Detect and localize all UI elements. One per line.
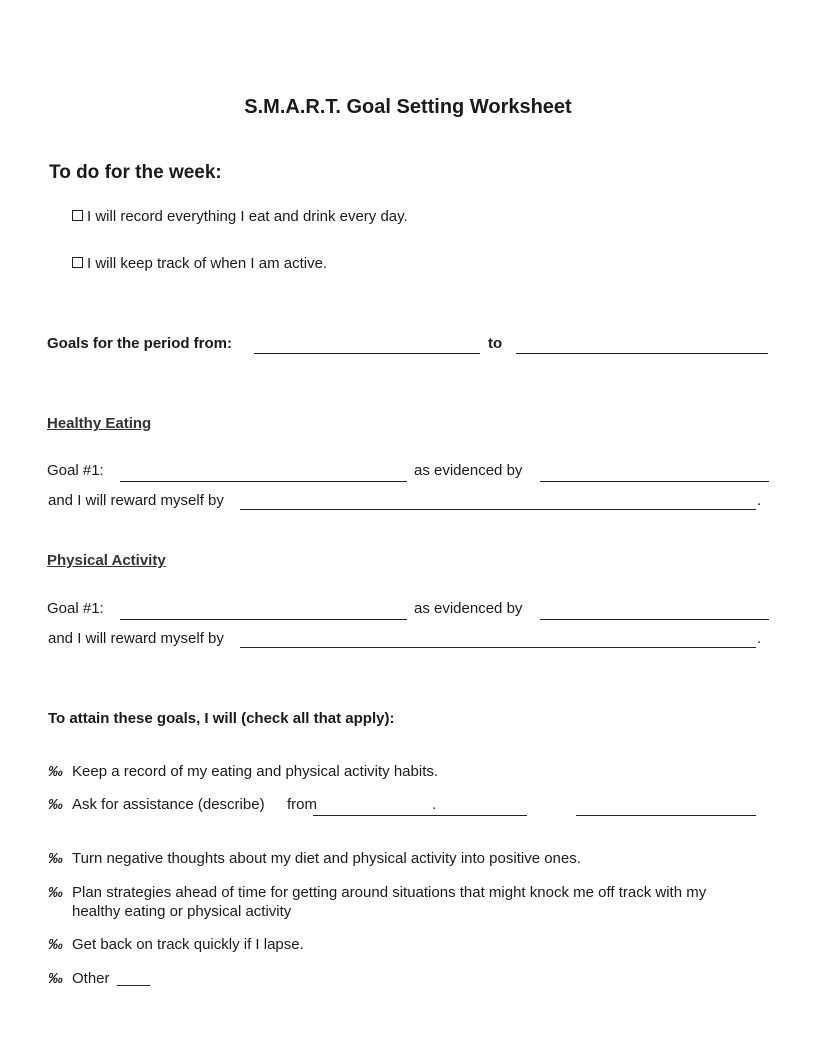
physical-evidence-field[interactable]	[540, 619, 769, 620]
physical-reward-label: and I will reward myself by	[48, 630, 224, 647]
attain-item-2: Ask for assistance (describe)	[72, 796, 265, 813]
period-to-label: to	[488, 335, 503, 352]
period-to-field[interactable]	[516, 353, 768, 354]
physical-period-mark: .	[757, 630, 762, 647]
assist-extra-field[interactable]	[576, 815, 756, 816]
physical-goal-field[interactable]	[120, 619, 407, 620]
page-title: S.M.A.R.T. Goal Setting Worksheet	[244, 96, 572, 118]
physical-activity-heading: Physical Activity	[47, 552, 166, 569]
checkbox-bullet-icon[interactable]: ‰	[48, 884, 63, 901]
checkbox-bullet-icon[interactable]: ‰	[48, 796, 63, 813]
physical-reward-field[interactable]	[240, 647, 756, 648]
assist-dot: .	[432, 796, 437, 813]
attain-item-4-cont: healthy eating or physical activity	[72, 903, 292, 920]
healthy-evidenced-label: as evidenced by	[414, 462, 523, 479]
checkbox[interactable]	[72, 210, 83, 221]
period-label: Goals for the period from:	[47, 335, 233, 352]
attain-heading: To attain these goals, I will (check all that apply):	[48, 710, 395, 727]
healthy-reward-field[interactable]	[240, 509, 756, 510]
physical-goal-label: Goal #1:	[47, 600, 104, 617]
period-from-field[interactable]	[254, 353, 480, 354]
attain-item-5: Get back on track quickly if I lapse.	[72, 936, 304, 953]
week-item-2	[72, 255, 327, 272]
healthy-reward-label: and I will reward myself by	[48, 492, 224, 509]
attain-item-3: Turn negative thoughts about my diet and physical activity into positive ones.	[72, 850, 581, 867]
checkbox[interactable]	[72, 257, 83, 268]
assist-from-field[interactable]	[313, 815, 527, 816]
week-heading: To do for the week:	[49, 162, 222, 183]
healthy-goal-field[interactable]	[120, 481, 407, 482]
checkbox-bullet-icon[interactable]: ‰	[48, 763, 63, 780]
healthy-period-mark: .	[757, 492, 762, 509]
checkbox-bullet-icon[interactable]: ‰	[48, 936, 63, 953]
physical-evidenced-label: as evidenced by	[414, 600, 523, 617]
week-item-2-label: I will keep track of when I am active.	[87, 255, 328, 272]
attain-item-1: Keep a record of my eating and physical activity habits.	[72, 763, 439, 780]
checkbox-bullet-icon[interactable]: ‰	[48, 850, 63, 867]
week-item-1-label: I will record everything I eat and drink every day.	[87, 208, 408, 225]
checkbox-bullet-icon[interactable]: ‰	[48, 970, 63, 987]
assist-from-label: from	[287, 796, 317, 813]
healthy-eating-heading: Healthy Eating	[47, 415, 152, 432]
attain-item-4: Plan strategies ahead of time for getting around situations that might knock me off track with my	[72, 884, 707, 901]
other-blank[interactable]: ____	[117, 970, 151, 987]
healthy-evidence-field[interactable]	[540, 481, 769, 482]
healthy-goal-label: Goal #1:	[47, 462, 104, 479]
week-item-1	[72, 208, 408, 225]
attain-item-6: Other	[72, 970, 110, 987]
